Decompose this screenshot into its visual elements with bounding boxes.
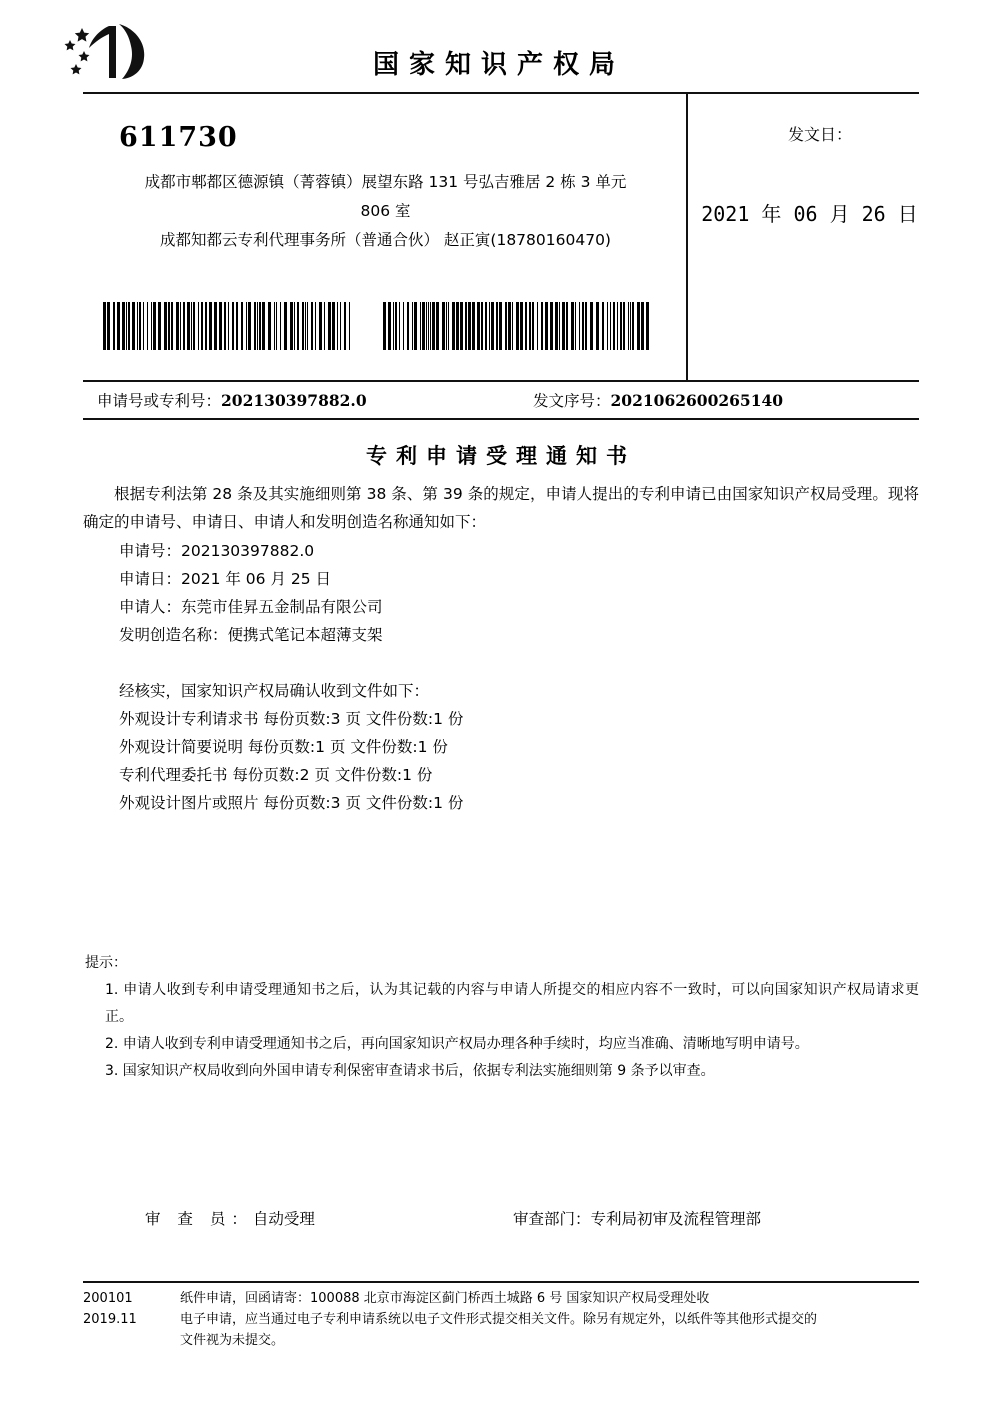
- application-number-label: 申请号或专利号：: [97, 392, 222, 410]
- application-number-field: [97, 389, 367, 411]
- list-item: 外观设计图片或照片 每份页数:3 页 文件份数:1 份: [119, 794, 464, 812]
- footer-line-2: 电子申请，应当通过电子专利申请系统以电子文件形式提交相关文件。除另有规定外，以纸件等其他形式提交的: [180, 1312, 818, 1327]
- document-body: [83, 480, 919, 817]
- sequence-number-label: 发文序号：: [533, 392, 611, 410]
- spacer: [83, 649, 919, 677]
- issue-date-value: 2021 年 06 月 26 日: [701, 202, 918, 226]
- numbers-row: [83, 380, 919, 420]
- list-item: 外观设计专利请求书 每份页数:3 页 文件份数:1 份: [119, 710, 464, 728]
- list-item: 3. 国家知识产权局收到向外国申请专利保密审查请求书后，依据专利法实施细则第 9 条予以审查。: [105, 1063, 715, 1079]
- agent-line: 成都知都云专利代理事务所（普通合伙） 赵正寅(18780160470): [159, 231, 611, 249]
- sequence-number-field: [533, 389, 783, 411]
- issue-date-cell: [688, 94, 919, 380]
- footer-text: [180, 1288, 940, 1351]
- list-item: 申请号：202130397882.0: [119, 542, 315, 560]
- sequence-number-value: 2021062600265140: [610, 391, 784, 410]
- recipient-address: [103, 168, 668, 255]
- address-block: [83, 94, 919, 380]
- field-list: [83, 537, 919, 649]
- doc-number: 611730: [119, 122, 238, 153]
- notes-heading: 提示：: [85, 955, 127, 971]
- footer-line-3: 文件视为未提交。: [180, 1333, 285, 1348]
- list-item: 申请人：东莞市佳昇五金制品有限公司: [119, 598, 383, 616]
- list-item: 发明创造名称：便携式笔记本超薄支架: [119, 626, 383, 644]
- issue-date-label: 发文日：: [788, 125, 853, 144]
- list-item: 2. 申请人收到专利申请受理通知书之后，再向国家知识产权局办理各种手续时，均应当准确、清晰地写明申请号。: [105, 1036, 809, 1052]
- dispatch-sequence-barcode: [383, 302, 653, 350]
- footer-codes: [83, 1288, 173, 1330]
- footer-line-1: 纸件申请，回函请寄：100088 北京市海淀区蓟门桥西土城路 6 号 国家知识产权局受理处收: [180, 1291, 710, 1306]
- list-item: 1. 申请人收到专利申请受理通知书之后，认为其记载的内容与申请人所提交的相应内容不一致时，可以向国家知识产权局请求更正。: [105, 982, 919, 1025]
- list-item: 专利代理委托书 每份页数:2 页 文件份数:1 份: [119, 766, 433, 784]
- department-label: 审查部门：: [513, 1210, 591, 1228]
- notes-section: [83, 950, 919, 1085]
- address-line-1: 成都市郫都区德源镇（菁蓉镇）展望东路 131 号弘吉雅居 2 栋 3 单元: [144, 173, 627, 191]
- list-item: 外观设计简要说明 每份页数:1 页 文件份数:1 份: [119, 738, 448, 756]
- footer-divider: [83, 1281, 919, 1283]
- application-number-barcode: [103, 302, 353, 350]
- received-documents-list: [83, 677, 919, 817]
- received-documents-intro: 经核实，国家知识产权局确认收到文件如下：: [119, 682, 430, 700]
- footer-code-1: 200101: [83, 1291, 133, 1306]
- footer-code-2: 2019.11: [83, 1312, 137, 1327]
- org-title: 国家知识产权局: [372, 50, 625, 80]
- application-number-value: 202130397882.0: [221, 391, 367, 410]
- address-frame: [83, 92, 919, 420]
- address-left-cell: [83, 94, 688, 380]
- document-header: [0, 14, 998, 86]
- examiner-label: 审 查 员：: [145, 1210, 253, 1228]
- page-title: 专利申请受理通知书: [366, 444, 636, 468]
- examiner-value: 自动受理: [252, 1210, 315, 1228]
- list-item: 申请日：2021 年 06 月 25 日: [119, 570, 332, 588]
- address-line-2: 806 室: [360, 202, 411, 220]
- department-field: [513, 1207, 761, 1229]
- intro-paragraph: 根据专利法第 28 条及其实施细则第 38 条、第 39 条的规定，申请人提出的专利申请已由国家知识产权局受理。现将确定的申请号、申请日、申请人和发明创造名称通知如下：: [83, 485, 919, 531]
- department-value: 专利局初审及流程管理部: [590, 1210, 762, 1228]
- examiner-field: [145, 1207, 315, 1229]
